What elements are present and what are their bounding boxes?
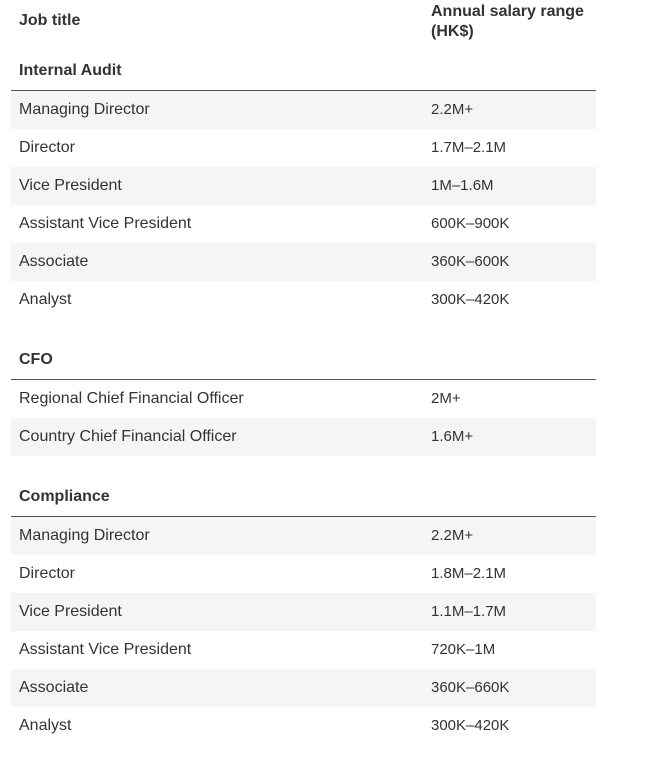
section-compliance (11, 478, 596, 745)
table-row (11, 243, 596, 281)
job-title-cell: Associate (19, 679, 89, 696)
table-row (11, 669, 596, 707)
table-row (11, 593, 596, 631)
section-title: Compliance (11, 478, 596, 517)
section-spacer (11, 319, 596, 341)
job-title-cell: Vice President (19, 177, 122, 194)
job-title-cell: Director (19, 139, 76, 156)
job-title-cell: Country Chief Financial Officer (19, 428, 237, 445)
salary-cell: 2M+ (431, 390, 461, 407)
salary-cell: 1.7M–2.1M (431, 139, 507, 156)
table-row (11, 380, 596, 418)
salary-cell: 300K–420K (431, 717, 510, 734)
header-job-title: Job title (19, 12, 81, 29)
table-row (11, 205, 596, 243)
job-title-cell: Associate (19, 253, 89, 270)
table-row (11, 631, 596, 669)
section-title: CFO (11, 341, 596, 380)
salary-cell: 1.8M–2.1M (431, 565, 507, 582)
job-title-cell: Director (19, 565, 76, 582)
salary-cell: 1.1M–1.7M (431, 603, 507, 620)
salary-cell: 360K–600K (431, 253, 510, 270)
job-title-cell: Managing Director (19, 527, 150, 544)
table-row (11, 167, 596, 205)
salary-cell: 2.2M+ (431, 101, 474, 118)
table-row (11, 281, 596, 319)
job-title-cell: Analyst (19, 717, 72, 734)
job-title-cell: Assistant Vice President (19, 641, 192, 658)
salary-cell: 600K–900K (431, 215, 510, 232)
job-title-cell: Analyst (19, 291, 72, 308)
section-cfo (11, 341, 596, 456)
salary-cell: 2.2M+ (431, 527, 474, 544)
job-title-cell: Assistant Vice President (19, 215, 192, 232)
job-title-cell: Managing Director (19, 101, 150, 118)
section-title: Internal Audit (11, 52, 596, 91)
job-title-cell: Regional Chief Financial Officer (19, 390, 244, 407)
section-internal-audit (11, 52, 596, 319)
salary-cell: 360K–660K (431, 679, 510, 696)
table-row (11, 707, 596, 745)
salary-table (11, 0, 596, 745)
header-salary-range: Annual salary range (HK$) (431, 3, 584, 40)
table-row (11, 418, 596, 456)
salary-cell: 1M–1.6M (431, 177, 494, 194)
salary-cell: 300K–420K (431, 291, 510, 308)
job-title-cell: Vice President (19, 603, 122, 620)
salary-cell: 1.6M+ (431, 428, 474, 445)
salary-cell: 720K–1M (431, 641, 496, 658)
section-spacer (11, 456, 596, 478)
table-row (11, 91, 596, 129)
table-row (11, 555, 596, 593)
table-header (11, 0, 596, 52)
table-row (11, 129, 596, 167)
table-row (11, 517, 596, 555)
